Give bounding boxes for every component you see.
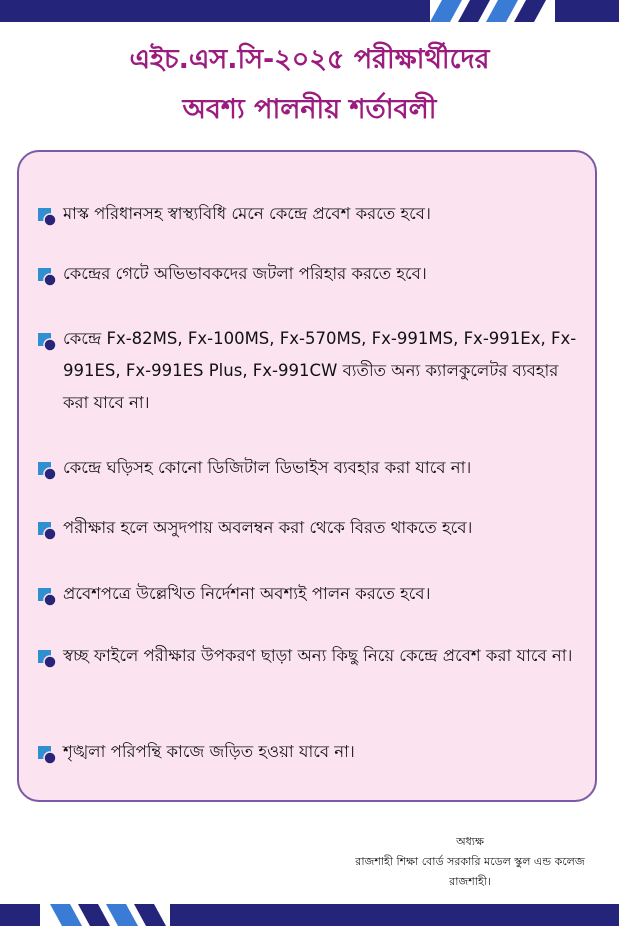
page-title-line-1: এইচ.এস.সি-২০২৫ পরীক্ষার্থীদের xyxy=(129,44,490,75)
bullet-icon xyxy=(37,587,57,607)
bullet-icon xyxy=(37,267,57,287)
rule-text: পরীক্ষার হলে অসুদপায় অবলম্বন করা থেকে বিরত থাকতে হবে। xyxy=(63,518,473,537)
top-stripes-decoration xyxy=(0,0,619,22)
rule-text: কেন্দ্রের গেটে অভিভাবকদের জটলা পরিহার করতে হবে। xyxy=(63,264,427,283)
page-title-line-2: অবশ্য পালনীয় শর্তাবলী xyxy=(182,94,437,125)
signature-block xyxy=(300,832,619,892)
rule-text: মাস্ক পরিধানসহ স্বাস্থ্যবিধি মেনে কেন্দ্রে প্রবেশ করতে হবে। xyxy=(63,204,431,223)
rule-item-7 xyxy=(37,640,585,672)
rule-item-8 xyxy=(37,736,585,768)
rule-item-3 xyxy=(37,323,585,419)
rule-text: শৃঙ্খলা পরিপন্থি কাজে জড়িত হওয়া যাবে না। xyxy=(63,742,355,761)
rule-text: প্রবেশপত্রে উল্লেখিত নির্দেশনা অবশ্যই পালন করতে হবে। xyxy=(63,584,431,603)
signature-title: অধ্যক্ষ xyxy=(456,835,484,848)
rule-item-4 xyxy=(37,452,585,484)
signature-city: রাজশাহী। xyxy=(449,875,491,888)
rule-item-1 xyxy=(37,198,585,230)
bottom-stripes-decoration xyxy=(0,904,619,926)
rule-text: স্বচ্ছ ফাইলে পরীক্ষার উপকরণ ছাড়া অন্য কিছু নিয়ে কেন্দ্রে প্রবেশ করা যাবে না। xyxy=(63,646,573,665)
rule-item-2 xyxy=(37,258,585,290)
rule-text: কেন্দ্রে ঘড়িসহ কোনো ডিজিটাল ডিভাইস ব্যবহার করা যাবে না। xyxy=(63,458,472,477)
rule-text: কেন্দ্রে Fx-82MS, Fx-100MS, Fx-570MS, Fx-991MS, Fx-991Ex, Fx-991ES, Fx-991ES Plus, Fx-991CW ব্যতীত অন্য ক্যালকুলেটর ব্যবহার করা যাবে না। xyxy=(63,329,577,412)
rule-item-6 xyxy=(37,578,585,610)
bullet-icon xyxy=(37,332,57,352)
rule-item-5 xyxy=(37,512,585,544)
bullet-icon xyxy=(37,461,57,481)
bullet-icon xyxy=(37,521,57,541)
bullet-icon xyxy=(37,207,57,227)
signature-institution: রাজশাহী শিক্ষা বোর্ড সরকারি মডেল স্কুল এন্ড কলেজ xyxy=(355,855,585,868)
bullet-icon xyxy=(37,745,57,765)
bullet-icon xyxy=(37,649,57,669)
